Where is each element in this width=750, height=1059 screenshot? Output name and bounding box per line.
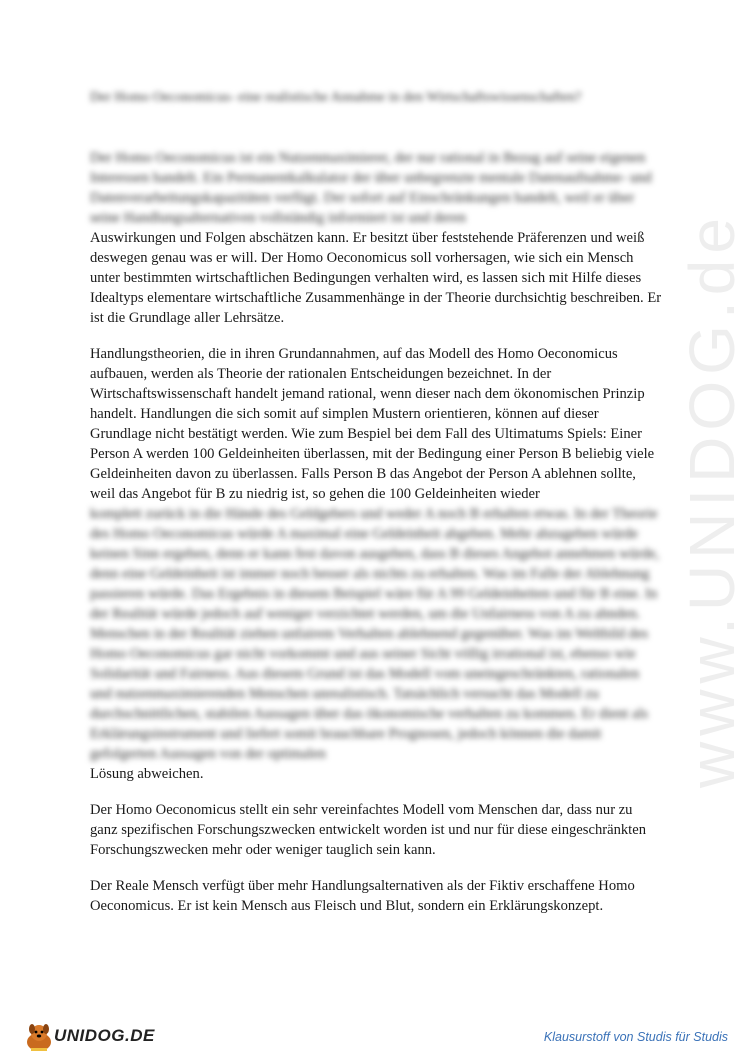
paragraph-4-text: Der Reale Mensch verfügt über mehr Handlungsalternativen als der Fiktiv erschaffene Homo Oeconomicus. Er ist kein Mensch aus Fleisch und Blut, sondern ein Erklärungskonzept. [90, 878, 635, 914]
paragraph-2-blurred: komplett zurück in die Hände des Geldgebers und weder A noch B erhalten etwas. In der Theorie des Homo Oeconomicus würde A maximal eine Geldeinheit abgeben. Mehr abzugeben würde keinen Sinn ergeben, denn er kann fest davon ausgehen, dass B dieses Angebot annehmen würde, denn eine Geldeinheit ist immer noch besser als nichts zu erhalten. Was im Falle der Ablehnung passieren würde. Das Ergebnis in diesem Beispiel wäre für A 99 Geldeinheiten und für B eine. In der Realität würde jedoch auf weniger verzichtet werden, um die Unfairness von A zu ahnden. Menschen in der Realität ziehen unfairem Verhalten ablehnend gegenüber. Was im Weltbild des Homo Oeconomicus gar nicht vorkommt und aus seiner Sicht völlig irrational ist, ebenso wie Solidarität und Fairness. Aus diesem Grund ist das Modell vom uneingeschränkten, rationalen und nutzenmaximierenden Menschen unrealistisch. Tatsächlich versucht das Modell zu durchschnittlichen, stabilen Aussagen über das ökonomische verhalten zu kommen. Er dient als Erklärungsinstrument und liefert somit brauchbare Prognosen, jedoch können die damit gefolgerten Aussagen von der optimalen [90, 506, 660, 762]
paragraph-1-text: Auswirkungen und Folgen abschätzen kann. Er besitzt über feststehende Präferenzen und weiß deswegen genau was er will. Der Homo Oeconomicus soll vorhersagen, wie sich ein Mensch unter bestimmten wirtschaftlichen Bedingungen verhalten wird, es lassen sich mit Hilfe dieses Idealtyps elementare wirtschaftliche Zusammenhänge in der Theorie durchsichtig beschreiben. Er ist die Grundlage aller Lehrsätze. [90, 230, 662, 326]
paragraph-2-end: Lösung abweichen. [90, 766, 204, 782]
dog-icon [22, 1022, 56, 1054]
paragraph-3-text: Der Homo Oeconomicus stellt ein sehr vereinfachtes Modell vom Menschen dar, dass nur zu ganz spezifischen Forschungszwecken entwickelt worden ist und nur für diese eingeschränkten Forschungszwecken mehr oder weniger tauglich sein kann. [90, 802, 647, 858]
footer-brand[interactable]: UNIDOG.DE [54, 1026, 155, 1045]
footer-tagline: Klausurstoff von Studis für Studis [543, 1030, 728, 1044]
paragraph-4 [90, 876, 662, 916]
document-page [90, 88, 662, 932]
paragraph-1-blurred: Der Homo Oeconomicus ist ein Nutzenmaximierer, der nur rational in Bezug auf seine eigenen Interessen handelt. Ein Permanentkalkulator der über unbegrenzte mentale Datenaufnahme- und Datenverarbeitungskapazitäten verfügt. Der sofort auf Einschränkungen handelt, weil er über seine Handlungsalternativen vollständig informiert ist und deren [90, 150, 652, 226]
paragraph-2-text: Handlungstheorien, die in ihren Grundannahmen, auf das Modell des Homo Oeconomicus aufbauen, werden als Theorie der rationalen Entscheidungen bezeichnet. In der Wirtschaftswissenschaft handelt jemand rational, wenn dieser nach dem ökonomischen Prinzip handelt. Handlungen die sich somit auf simplen Mustern orientieren, können auf dieser Grundlage nicht bestätigt werden. Wie zum Bespiel bei dem Fall des Ultimatums Spiels: Einer Person A werden 100 Geldeinheiten überlassen, mit der Bedingung einer Person B beliebig viele Geldeinheiten davon zu überlassen. Falls Person B das Angebot der Person A ablehnen sollte, weil das Angebot für B zu niedrig ist, so gehen die 100 Geldeinheiten wieder [90, 346, 655, 502]
watermark [672, 212, 750, 788]
paragraph-2 [90, 344, 662, 784]
watermark-text: www.UNIDOG.de [676, 212, 748, 788]
document-title: Der Homo Oeconomicus- eine realistische Annahme in den Wirtschaftswissenschaften? [90, 90, 582, 105]
paragraph-3 [90, 800, 662, 860]
paragraph-1 [90, 148, 662, 328]
